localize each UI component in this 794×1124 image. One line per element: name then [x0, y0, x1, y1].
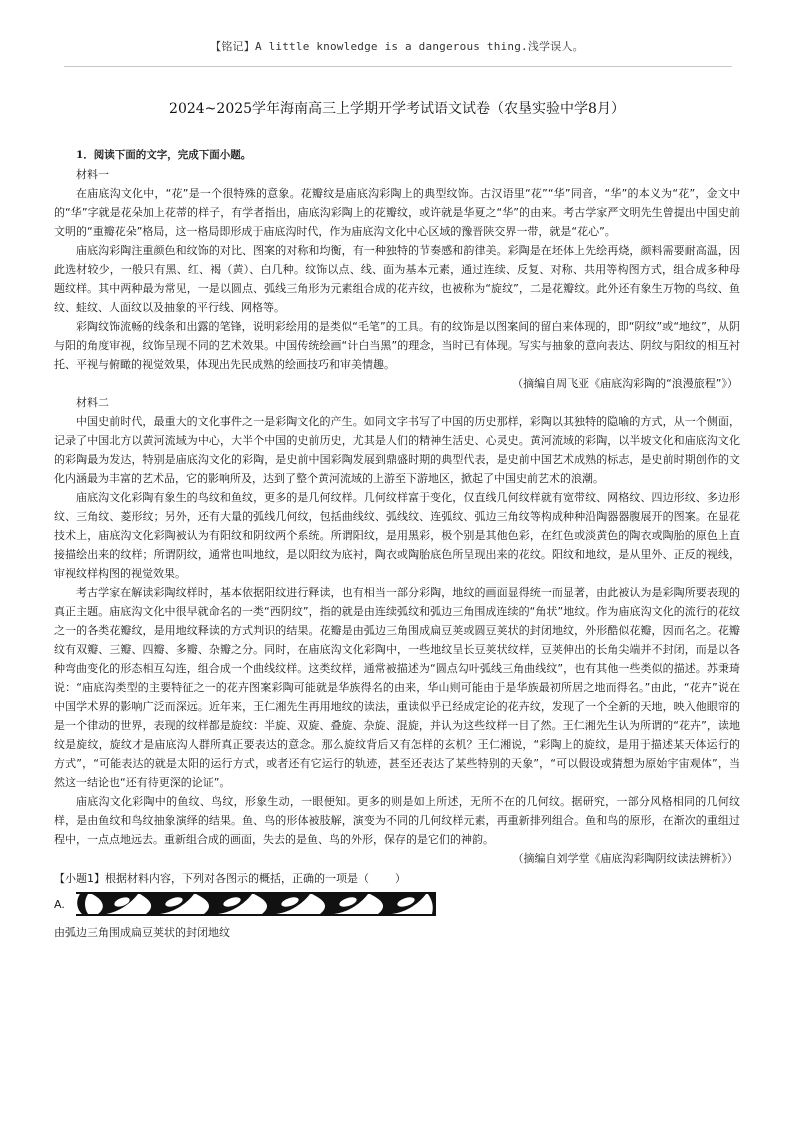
- page-title: 2024~2025学年海南高三上学期开学考试语文试卷（农垦实验中学8月）: [169, 101, 625, 117]
- material2-paragraph: 庙底沟文化彩陶中的鱼纹、鸟纹，形象生动，一眼便知。更多的则是如上所述，无所不在的几何纹。据研究，一部分风格相同的几何纹样，是由鱼纹和鸟纹抽象演绎的结果。鱼、鸟的形体被肢解，演变为不同的几何纹样元素，再重新排列组合。鱼和鸟的原形，在渐次的重组过程中，一点点地远去。重新组合成的画面，失去的是鱼、鸟的外形，保存的是它们的神韵。: [54, 795, 740, 846]
- material1-source: （摘编自周飞亚《庙底沟彩陶的“浪漫旅程”》）: [512, 377, 738, 390]
- subquestion-stem-suffix: ）: [395, 872, 406, 885]
- material2-paragraph: 中国史前时代，最重大的文化事件之一是彩陶文化的产生。如同文字书写了中国的历史那样，彩陶以其独特的隐喻的方式，从一个侧面，记录了中国北方以黄河流域为中心，大半个中国的史前历史，尤其是人们的精神生活史、心灵史。黄河流域的彩陶，以半坡文化和庙底沟文化的彩陶最为发达，特别是庙底沟文化的彩陶，是史前中国彩陶发展到鼎盛时期的典型代表，是史前中国艺术成熟的标志，是史前时期创作的文化内涵最为丰富的艺术品，它的影响所及，达到了整个黄河流域的上游至下游地区，掀起了中国史前艺术的浪潮。: [54, 415, 740, 485]
- material2-paragraph: 庙底沟文化彩陶有象生的鸟纹和鱼纹，更多的是几何纹样。几何纹样富于变化，仅直线几何纹样就有宽带纹、网格纹、四边形纹、多边形纹、三角纹、菱形纹；另外，还有大量的弧线几何纹，包括曲线纹、弧线纹、连弧纹、弧边三角纹等构成种种沿陶器器腹展开的图案。在显花技术上，庙底沟文化彩陶被认为有阳纹和阴纹两个系统。所谓阳纹，是用黑彩，极个别是其他色彩，在红色或淡黄色的陶衣或陶胎的原色上直接描绘出来的纹样；所谓阴纹，通常也叫地纹，是以阳纹为底衬，陶衣或陶胎底色所呈现出来的花纹。阳纹和地纹，是从里外、正反的视线，审视纹样构图的视觉效果。: [54, 491, 740, 580]
- header-motto: 【铭记】A little knowledge is a dangerous thing.浅学误人。: [210, 40, 584, 53]
- option-letter: A.: [54, 897, 65, 911]
- document-body: [54, 146, 740, 942]
- petal-pattern-icon: [76, 892, 436, 916]
- material1-paragraph: 庙底沟彩陶注重颜色和纹饰的对比、图案的对称和均衡，有一种独特的节奏感和韵律美。彩陶是在坯体上先绘再烧，颜料需要耐高温，因此选材较少，一般只有黑、红、褐（黄）、白几种。纹饰以点、线、面为基本元素，通过连续、反复、对称、共用等构图方式，组合成多种母题纹样。其中两种最为常见，一是以圆点、弧线三角形为元素组合成的花卉纹，也被称为“旋纹”，二是花瓣纹。此外还有象生万物的鸟纹、鱼纹、蛙纹、人面纹以及抽象的平行线、网格等。: [54, 244, 740, 314]
- material2-source: （摘编自刘学堂《庙底沟彩陶阴纹读法辨析》）: [512, 852, 738, 865]
- header-divider: [64, 66, 732, 67]
- material1-paragraph: 彩陶纹饰流畅的线条和出露的笔锋，说明彩绘用的是类似“毛笔”的工具。有的纹饰是以图案间的留白来体现的，即“阴纹”或“地纹”，从阴与阳的角度审视，纹饰呈现不同的艺术效果。中国传统绘画“计白当黑”的理念，当时已有体现。写实与抽象的意向表达、阴纹与阳纹的相互衬托、平视与俯瞰的视觉效果，体现出先民成熟的绘画技巧和审美情趣。: [54, 320, 740, 371]
- option-a-text: 由弧边三角围成扁豆荚状的封闭地纹: [54, 926, 230, 939]
- material1-paragraph: 在庙底沟文化中，“花”是一个很特殊的意象。花瓣纹是庙底沟彩陶上的典型纹饰。古汉语里“花”“华”同音，“华”的本义为“花”，金文中的“华”字就是花朵加上花蒂的样子，有学者指出，庙底沟彩陶上的花瓣纹，或许就是华夏之“华”的由来。考古学家严文明先生曾提出中国史前文明的“重瓣花朵”格局，这一格局即形成于庙底沟时代，作为庙底沟文化中心区域的豫晋陕交界一带，就是“花心”。: [54, 187, 740, 238]
- subquestion-stem: [54, 869, 740, 888]
- material1-label: 材料一: [76, 168, 109, 181]
- question-intro: 1．阅读下面的文字，完成下面小题。: [76, 149, 252, 161]
- material2-label: 材料二: [76, 396, 109, 409]
- material2-paragraph: 考古学家在解读彩陶纹样时，基本依据阳纹进行释读，也有相当一部分彩陶，地纹的画面显得统一而显著，由此被认为是彩陶所要表现的真正主题。庙底沟文化中很早就命名的一类“西阴纹”，指的就是由连续弧纹和弧边三角围成连续的“角状”地纹。作为庙底沟文化的流行的花纹之一的各类花瓣纹，是用地纹释读的方式判识的结果。花瓣是由弧边三角围成扁豆荚或圆豆荚状的封闭地纹，外形酷似花瓣，因而名之。花瓣纹有双瓣、三瓣、四瓣、多瓣、杂瓣之分。同时，在庙底沟文化彩陶中，一些地纹呈长豆荚状纹样，豆荚伸出的长角尖端并不封闭，而是以各种弯曲变化的形态相互勾连，组合成一个曲线纹样。这类纹样，通常被描述为“圆点勾叶弧线三角曲线纹”，也有其他一些类似的描述。苏秉琦说：“庙底沟类型的主要特征之一的花卉图案彩陶可能就是华族得名的由来，华山则可能由于是华族最初所居之地而得名。”由此，“花卉”说在中国学术界的影响广泛而深远。近年来，王仁湘先生再用地纹的读法，重读似乎已经成定论的花卉纹，发现了一个全新的天地，映入他眼帘的是一个律动的世界，表现的纹样都是旋纹：半旋、双旋、叠旋、杂旋、混旋，并认为这些纹样一目了然。王仁湘先生认为所谓的“花卉”，读地纹是旋纹，旋纹才是庙底沟人群所真正要表达的意念。那么旋纹背后又有怎样的玄机？王仁湘说，“彩陶上的旋纹，是用于描述某天体运行的方式”，“可能表达的就是太阳的运行方式，或者还有它运行的轨迹，甚至还表达了某些特别的天象”，“可以假设或猜想为原始宇宙观体”，当然这一结论也“还有待更深的论证”。: [54, 586, 740, 789]
- option-a[interactable]: [54, 891, 740, 917]
- subquestion-stem-prefix: 【小题1】根据材料内容，下列对各图示的概括，正确的一项是（: [54, 872, 369, 885]
